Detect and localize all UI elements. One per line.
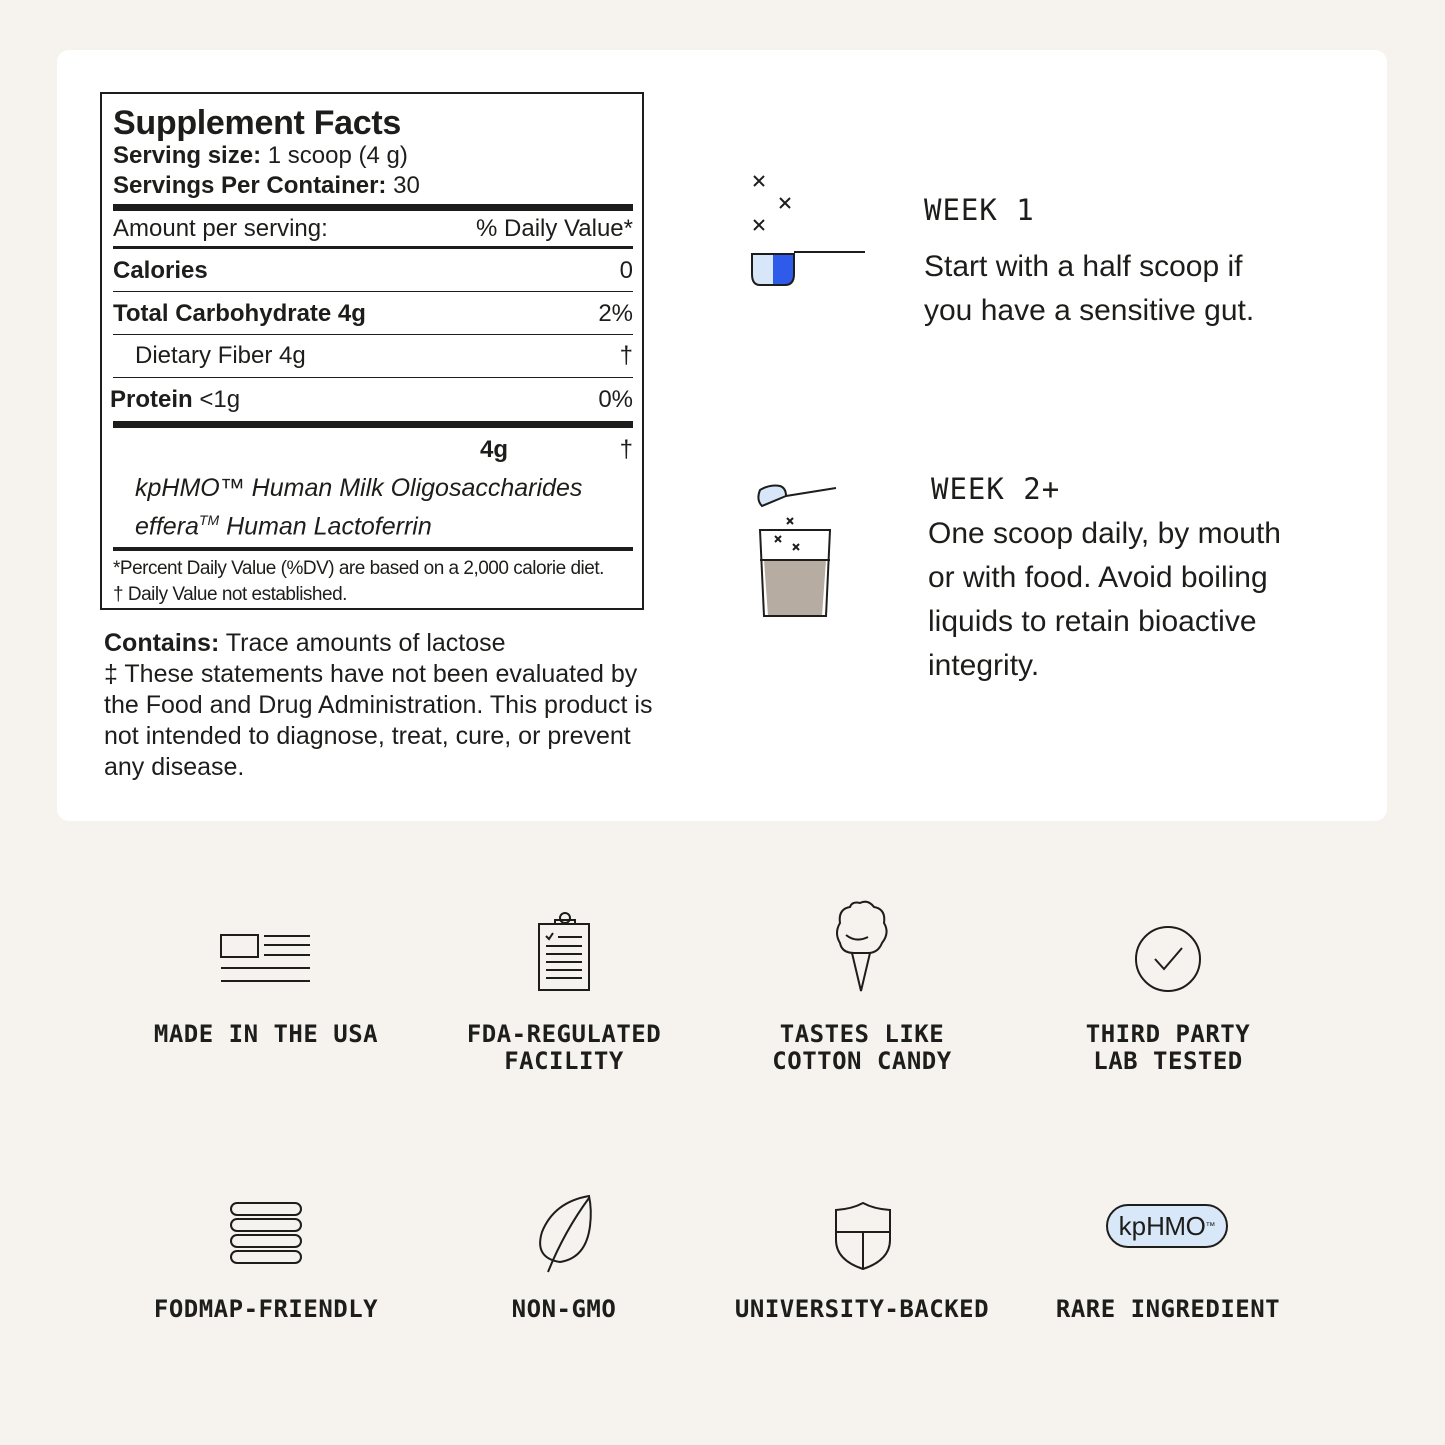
- rule: [113, 246, 633, 249]
- week1-text: Start with a half scoop if you have a sensitive gut.: [924, 250, 1255, 327]
- serving-size: Serving size: 1 scoop (4 g): [113, 142, 408, 169]
- contains-statement: Contains: Trace amounts of lactose ‡ These statements have not been evaluated by the Food and Drug Administration. This product is not intended to diagnose, treat, cure, or prevent any disease.: [104, 628, 664, 783]
- facts-title: Supplement Facts: [113, 104, 402, 142]
- week1-title: WEEK 1: [924, 193, 1035, 227]
- amount-header-row: Amount per serving: % Daily Value*: [113, 215, 633, 242]
- badge-tastes-like-cotton-candy: TASTES LIKE COTTON CANDY: [772, 1020, 952, 1075]
- badge-fda-regulated: FDA-REGULATED FACILITY: [466, 1020, 662, 1075]
- check-circle-icon: [1133, 924, 1203, 994]
- thick-rule: [113, 547, 633, 551]
- scoop-glass-icon: [750, 478, 845, 623]
- thick-rule: [113, 204, 633, 211]
- shield-icon: [832, 1200, 894, 1272]
- clipboard-icon: [534, 910, 596, 994]
- blend-row: 4g †: [480, 436, 633, 463]
- badge-third-party-lab-tested: THIRD PARTY LAB TESTED: [1085, 1020, 1251, 1075]
- ingredient-effera: effera™ Human Lactoferrin: [135, 512, 432, 541]
- half-scoop-icon: [745, 170, 870, 290]
- badge-rare-ingredient: RARE INGREDIENT: [1055, 1295, 1281, 1323]
- calories-row: Calories 0: [113, 257, 633, 284]
- footnote-dv: *Percent Daily Value (%DV) are based on a 2,000 calorie diet.: [113, 558, 604, 579]
- badge-made-in-usa: MADE IN THE USA: [153, 1020, 379, 1048]
- week2-title: WEEK 2+: [931, 472, 1061, 506]
- badge-non-gmo: NON-GMO: [511, 1295, 617, 1323]
- layers-icon: [228, 1200, 304, 1266]
- rule: [113, 291, 633, 292]
- supplement-facts-panel: [100, 92, 644, 610]
- week2-text: One scoop daily, by mouth or with food. Avoid boiling liquids to retain bioactive integrity.: [928, 517, 1281, 682]
- flag-icon: [218, 928, 313, 988]
- rule: [113, 334, 633, 335]
- servings-per-container: Servings Per Container: 30: [113, 172, 420, 199]
- badge-fodmap-friendly: FODMAP-FRIENDLY: [153, 1295, 379, 1323]
- carbohydrate-row: Total Carbohydrate 4g 2%: [113, 300, 633, 327]
- footnote-dagger: † Daily Value not established.: [113, 584, 347, 605]
- badge-university-backed: UNIVERSITY-BACKED: [734, 1295, 990, 1323]
- rule: [113, 377, 633, 378]
- ingredient-kphmo: kpHMO™ Human Milk Oligosaccharides: [135, 474, 583, 502]
- thick-rule: [113, 421, 633, 428]
- fiber-row: Dietary Fiber 4g †: [135, 342, 633, 369]
- kphmo-pill-icon: kp HMO ™: [1106, 1204, 1228, 1248]
- protein-row: Protein <1g 0%: [110, 386, 633, 413]
- cotton-candy-icon: [832, 897, 892, 995]
- leaf-icon: [534, 1192, 596, 1274]
- fda-disclaimer: ‡ These statements have not been evaluated by the Food and Drug Administration. This product is not intended to diagnose, treat, cure, or prevent any disease.: [104, 660, 653, 781]
